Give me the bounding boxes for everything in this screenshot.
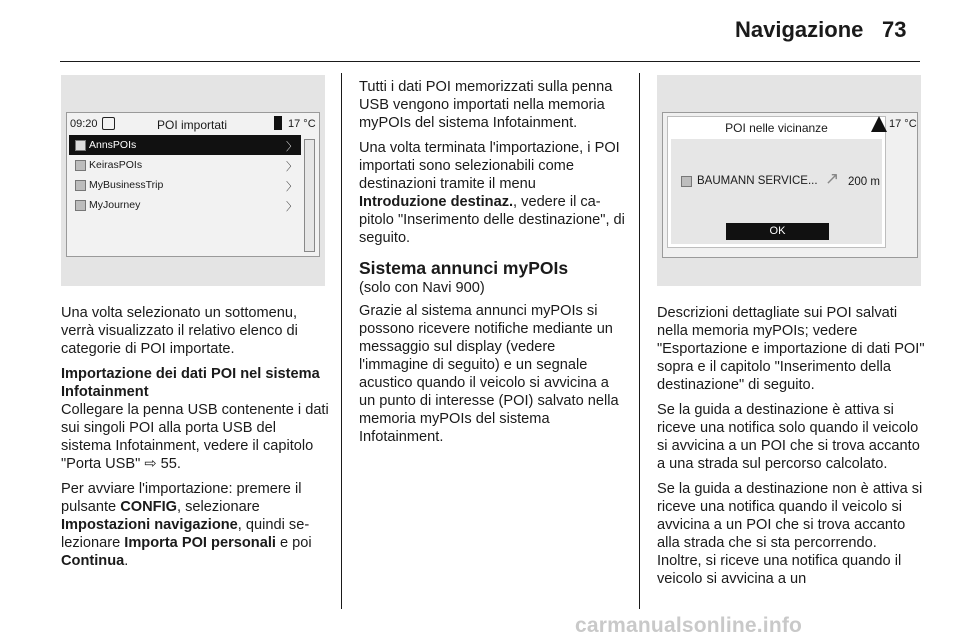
- poi-category-list: [69, 135, 301, 215]
- list-item-label: MyBusinessTrip: [89, 179, 164, 191]
- watermark: carmanualsonline.info: [575, 614, 803, 637]
- importa-label: Importa POI personali: [124, 535, 276, 551]
- dialog-title: POI nelle vicinanze: [725, 121, 828, 135]
- screen1-status-bar: [67, 113, 319, 135]
- list-item-label: KeirasPOIs: [89, 159, 143, 171]
- folder-icon: [75, 160, 86, 171]
- ok-button[interactable]: OK: [726, 223, 829, 240]
- config-label: CONFIG: [120, 499, 177, 515]
- folder-icon: [75, 180, 86, 191]
- paragraph: Una volta selezionato un sottomenu, verrà visualizzato il relativo elenco di categorie di POI importate.: [61, 305, 298, 357]
- menu-label: Introduzione destinaz.: [359, 194, 514, 210]
- section-heading: Sistema annunci myPOIs: [359, 258, 569, 278]
- dialog-body: [671, 139, 882, 244]
- continua-label: Continua: [61, 553, 125, 569]
- page-number: 73: [882, 17, 907, 42]
- poi-name: BAUMANN SERVICE...: [697, 175, 818, 187]
- paragraph: Collegare la penna USB contenente i dati sui singoli POI alla porta USB del sistema Infotainment, vedere il capitolo "Porta USB": [61, 402, 329, 472]
- list-item-label: MyJourney: [89, 199, 141, 211]
- page-header-title: Navigazione: [735, 17, 864, 42]
- temperature: 17 °C: [288, 118, 316, 130]
- poi-icon: [681, 176, 692, 187]
- page-reference: 55.: [160, 456, 181, 472]
- paragraph: Grazie al sistema annunci myPOIs si possono ricevere notifiche mediante un messaggio sul display (vedere l'immagine di seguito) e un segnale acustico quando il veicolo si avvicina a un punto di interesse (POI) salvato nella memoria myPOIs del sistema Infotainment.: [359, 303, 619, 445]
- chevron-right-icon: 〉: [286, 201, 297, 213]
- subheading: Importazione dei dati POI nel sistema Infotainment: [61, 366, 320, 400]
- note: (solo con Navi 900): [359, 280, 485, 296]
- folder-icon: [75, 200, 86, 211]
- page-ref-icon: ⇨: [144, 456, 157, 472]
- thermometer-icon: [274, 116, 282, 130]
- navigation-icon: [102, 117, 115, 130]
- nearby-poi-dialog: [667, 116, 886, 248]
- paragraph: Una volta terminata l'importazione, i POI importati sono selezionabili come destinazioni tramite il menu Introduzione destinaz., vedere il capitolo "Inserimento delle destinazione", di seguito.: [359, 140, 625, 246]
- column-1: [61, 304, 329, 577]
- poi-distance: 200 m: [848, 176, 880, 188]
- list-item[interactable]: [69, 195, 301, 215]
- temperature: 17 °C: [889, 118, 917, 130]
- list-item-label: AnnsPOIs: [89, 139, 137, 151]
- chevron-right-icon: 〉: [286, 141, 297, 153]
- warning-icon: [871, 116, 887, 132]
- imported-poi-screen: [66, 112, 320, 257]
- column-3: [657, 304, 925, 595]
- column-divider-1: [341, 73, 342, 609]
- list-item[interactable]: [69, 135, 301, 155]
- paragraph: Per avviare l'importazione: premere il pulsante CONFIG, selezionare Impostazioni navigazione, quindi selezionare Importa POI personali e poi Continua.: [61, 481, 312, 569]
- paragraph: Se la guida a destinazione non è attiva si riceve una notifica quando il veicolo si avvicina a un POI che si trova accanto alla strada che si sta percorrendo. Inoltre, si riceve una notifica quando il veicolo si avvicina a un: [657, 481, 923, 587]
- chevron-right-icon: 〉: [286, 161, 297, 173]
- impostazioni-label: Impostazioni navigazione: [61, 517, 238, 533]
- scrollbar[interactable]: [304, 139, 315, 252]
- nearby-poi-screen: [662, 112, 918, 258]
- paragraph: Tutti i dati POI memorizzati sulla penna USB vengono importati nella memoria myPOIs del sistema Infotainment.: [359, 79, 613, 131]
- header-rule: [60, 61, 920, 62]
- column-divider-2: [639, 73, 640, 609]
- column-2: [359, 78, 627, 453]
- clock: 09:20: [70, 118, 98, 130]
- folder-icon: [75, 140, 86, 151]
- chevron-right-icon: 〉: [286, 181, 297, 193]
- direction-arrow-icon: ↗: [825, 169, 840, 188]
- list-item[interactable]: [69, 155, 301, 175]
- paragraph: Se la guida a destinazione è attiva si riceve una notifica solo quando il veicolo si avvicina a un POI che si trova accanto a una strada sul percorso calcolato.: [657, 402, 920, 472]
- screen1-title: POI importati: [157, 118, 228, 132]
- paragraph: Descrizioni dettagliate sui POI salvati nella memoria myPOIs; vedere "Esportazione e importazione di dati POI" sopra e il capitolo "Inserimento della destinazione" di seguito.: [657, 305, 925, 393]
- list-item[interactable]: [69, 175, 301, 195]
